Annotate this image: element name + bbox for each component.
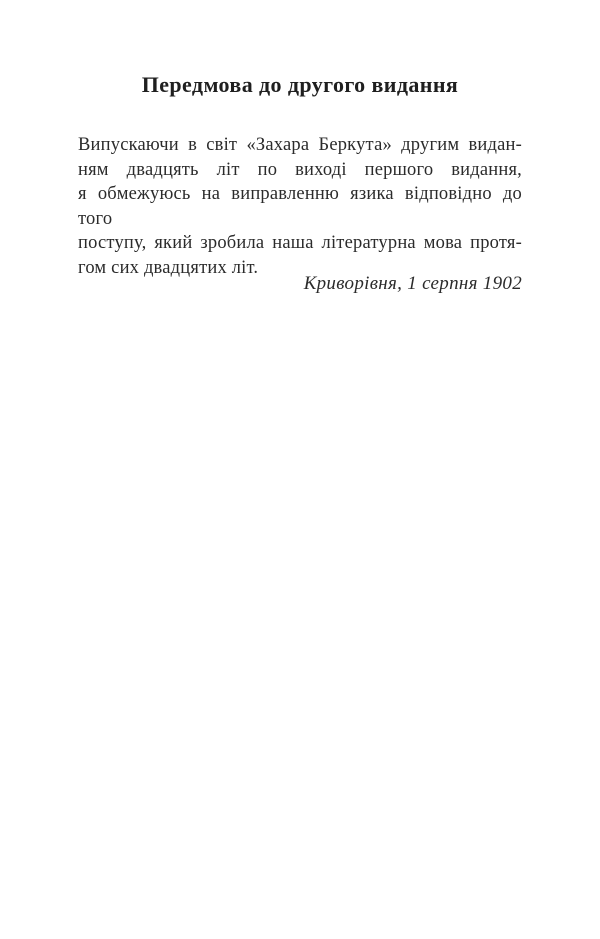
- paragraph-line: ням двадцять літ по виході першого видання,: [78, 159, 522, 180]
- preface-paragraph: [78, 133, 522, 280]
- paragraph-line: я обмежуюсь на виправленню язика відповідно до того: [78, 184, 522, 229]
- paragraph-line: Випускаючи в світ «Захара Беркута» другим видан-: [78, 135, 522, 155]
- page-title: Передмова до другого видання: [141, 72, 459, 97]
- paragraph-line: гом сих двадцятих літ.: [78, 257, 259, 278]
- paragraph-line: поступу, який зробила наша літературна мова протя-: [78, 233, 522, 253]
- dateline-signature: Криворівня, 1 серпня 1902: [303, 273, 522, 294]
